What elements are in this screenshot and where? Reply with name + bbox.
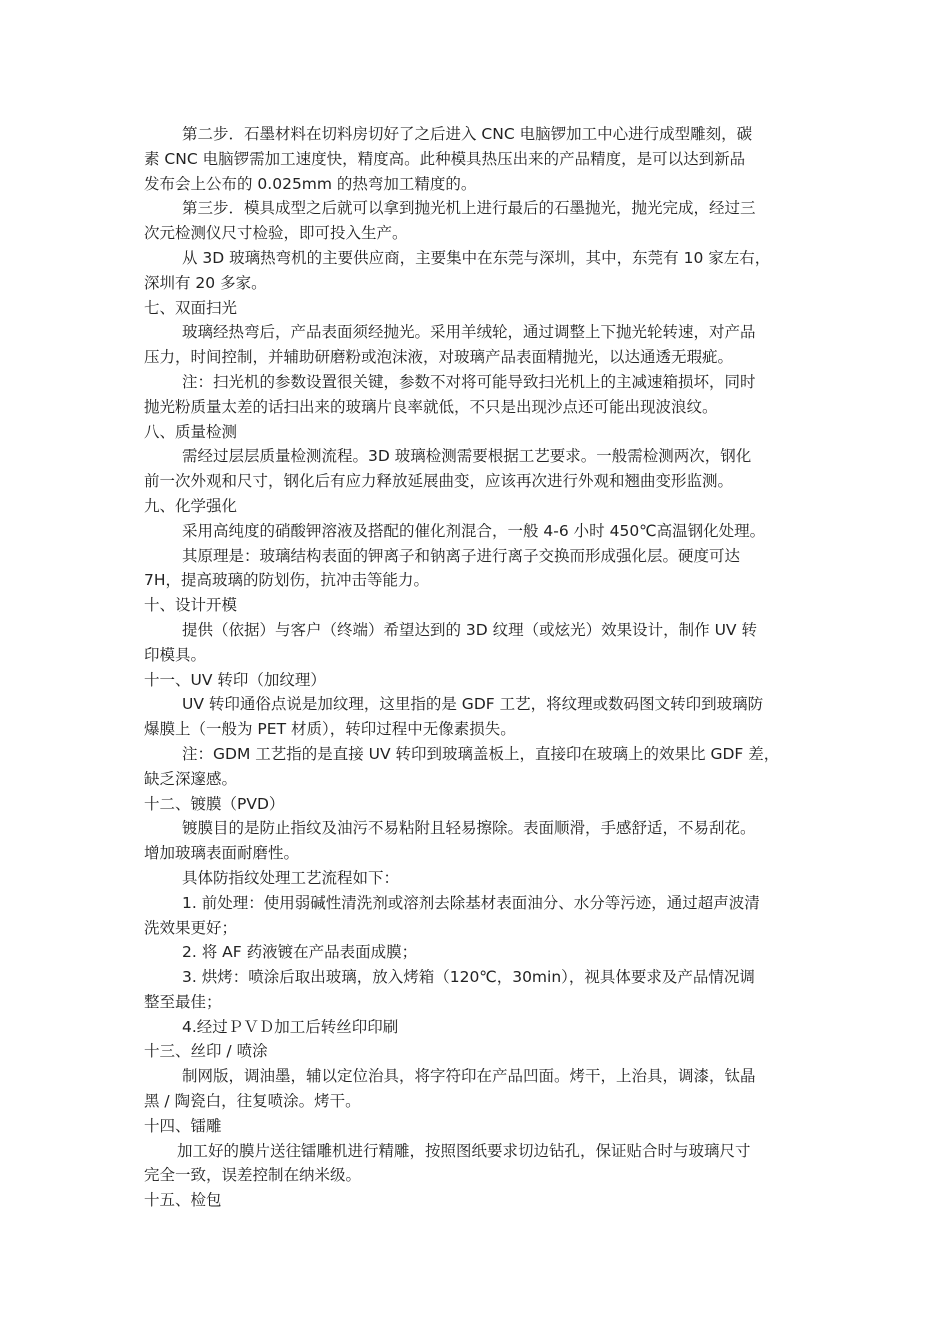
text-line: 印模具。 <box>144 645 207 664</box>
text-line: 完全一致，误差控制在纳米级。 <box>144 1166 362 1185</box>
section-heading: 十五、检包 <box>144 1191 222 1210</box>
text-line: 其原理是：玻璃结构表面的钾离子和钠离子进行离子交换而形成强化层。硬度可达 <box>182 546 741 565</box>
text-line: 深圳有 20 多家。 <box>144 273 267 292</box>
text-line: 1. 前处理：使用弱碱性清洗剂或溶剂去除基材表面油分、水分等污迹，通过超声波清 <box>182 893 760 912</box>
text-line: 加工好的膜片送往镭雕机进行精雕，按照图纸要求切边钻孔，保证贴合时与玻璃尺寸 <box>177 1141 751 1160</box>
text-line: 次元检测仪尺寸检验，即可投入生产。 <box>144 224 408 243</box>
text-line: 注：扫光机的参数设置很关键，参数不对将可能导致扫光机上的主减速箱损坏，同时 <box>182 372 756 391</box>
text-line: 第三步．模具成型之后就可以拿到抛光机上进行最后的石墨抛光，抛光完成，经过三 <box>182 199 756 218</box>
section-heading: 十一、UV 转印（加纹理） <box>144 670 326 689</box>
text-line: 抛光粉质量太差的话扫出来的玻璃片良率就低，不只是出现沙点还可能出现波浪纹。 <box>144 397 718 416</box>
section-heading: 七、双面扫光 <box>144 298 238 317</box>
text-line: 从 3D 玻璃热弯机的主要供应商，主要集中在东莞与深圳，其中，东莞有 10 家左右， <box>182 248 771 267</box>
text-line: 洗效果更好； <box>144 918 238 937</box>
text-line: 第二步．石墨材料在切料房切好了之后进入 CNC 电脑锣加工中心进行成型雕刻，碳 <box>182 125 753 143</box>
text-line: 增加玻璃表面耐磨性。 <box>144 844 300 863</box>
section-heading: 十二、镀膜（PVD） <box>144 794 285 813</box>
section-heading: 十、设计开模 <box>144 596 238 615</box>
text-line: 发布会上公布的 0.025mm 的热弯加工精度的。 <box>144 174 477 193</box>
text-line: 3. 烘烤：喷涂后取出玻璃，放入烤箱（120℃，30min），视具体要求及产品情况调 <box>182 968 755 987</box>
text-line: 注：GDM 工艺指的是直接 UV 转印到玻璃盖板上，直接印在玻璃上的效果比 GDF 差， <box>182 744 780 763</box>
text-line: 玻璃经热弯后，产品表面须经抛光。采用羊绒轮，通过调整上下抛光轮转速，对产品 <box>182 323 756 342</box>
text-line: 提供（依据）与客户（终端）希望达到的 3D 纹理（或炫光）效果设计，制作 UV 转 <box>182 620 757 639</box>
text-line: 镀膜目的是防止指纹及油污不易粘附且轻易擦除。表面顺滑，手感舒适，不易刮花。 <box>182 819 756 838</box>
text-line: 缺乏深邃感。 <box>144 769 238 788</box>
text-line: 素 CNC 电脑锣需加工速度快，精度高。此种模具热压出来的产品精度，是可以达到新品 <box>144 149 746 168</box>
text-line: 4.经过ＰＶＤ加工后转丝印印刷 <box>182 1017 399 1036</box>
section-heading: 九、化学强化 <box>144 496 238 515</box>
document-body <box>144 122 812 1213</box>
text-line: 采用高纯度的硝酸钾溶液及搭配的催化剂混合，一般 4-6 小时 450℃高温钢化处理。 <box>182 521 766 540</box>
text-line: 整至最佳； <box>144 992 222 1011</box>
section-heading: 八、质量检测 <box>144 422 238 441</box>
text-line: UV 转印通俗点说是加纹理，这里指的是 GDF 工艺，将纹理或数码图文转印到玻璃防 <box>182 695 764 714</box>
text-line: 7H，提高玻璃的防划伤，抗冲击等能力。 <box>144 571 430 590</box>
text-line: 前一次外观和尺寸，钢化后有应力释放延展曲变，应该再次进行外观和翘曲变形监测。 <box>144 472 734 491</box>
section-heading: 十三、丝印 / 喷涂 <box>144 1042 268 1061</box>
text-line: 制网版，调油墨，辅以定位治具，将字符印在产品凹面。烤干，上治具，调漆，钛晶 <box>182 1067 756 1086</box>
text-line: 具体防指纹处理工艺流程如下： <box>182 868 400 887</box>
text-line: 需经过层层质量检测流程。3D 玻璃检测需要根据工艺要求。一般需检测两次，钢化 <box>182 447 752 466</box>
section-heading: 十四、镭雕 <box>144 1116 222 1135</box>
text-line: 压力，时间控制，并辅助研磨粉或泡沫液，对玻璃产品表面精抛光，以达通透无瑕疵。 <box>144 348 734 367</box>
text-line: 爆膜上（一般为 PET 材质），转印过程中无像素损失。 <box>144 720 516 739</box>
text-line: 2. 将 AF 药液镀在产品表面成膜； <box>182 943 418 962</box>
text-line: 黑 / 陶瓷白，往复喷涂。烤干。 <box>144 1092 361 1111</box>
